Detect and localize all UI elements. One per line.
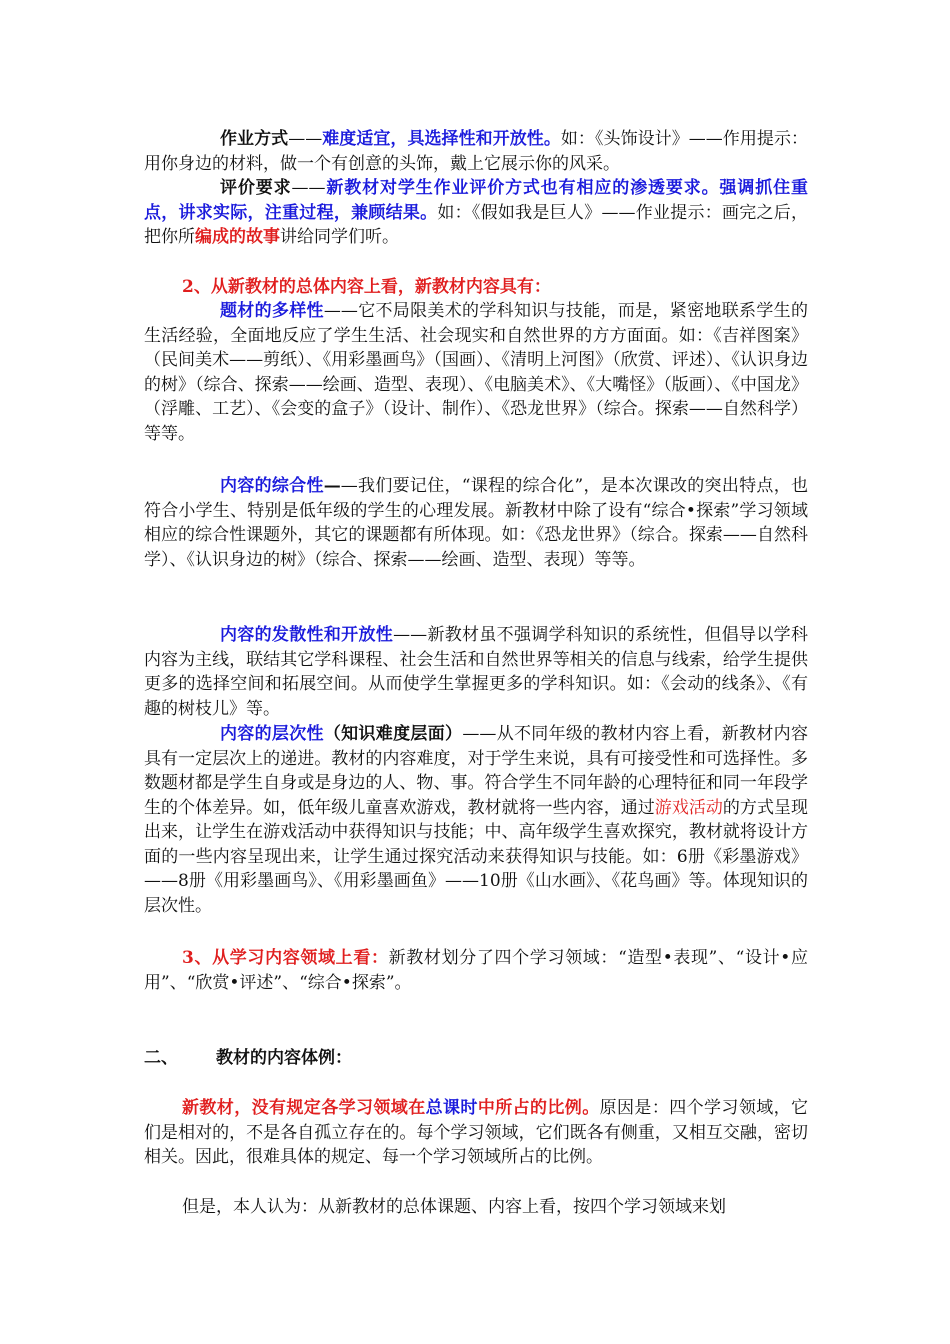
paragraph-openness [144,623,808,721]
dash: —— [288,129,323,149]
section-title: 教材的内容体例： [216,1048,352,1068]
label-levels-note: （知识难度层面） [323,724,463,744]
paragraph-diversity [144,299,808,446]
highlight-text: 游戏活动 [654,797,723,818]
paragraph-learning-domains [144,946,808,995]
emphasis-text: 中所占的比例。 [477,1098,600,1118]
section-heading [144,1046,808,1071]
emphasis-text: 难度适宜，具选择性和开放性。 [322,129,561,149]
label-comprehensive: 内容的综合性 [220,476,324,496]
label-learning-domains: 3、从学习内容领域上看： [182,948,389,968]
emphasis-text: 新教材对学生作业评价方式也有相应的渗透要求。强调抓住重点，讲求实际，注重过程，兼顾结果。 [144,178,808,223]
heading-2: 2、从新教材的总体内容上看，新教材内容具有： [182,277,551,297]
paragraph-proportion [144,1096,808,1170]
body-text: 的方式呈现出来，让学生在游戏活动中获得知识与技能；中、高年级学生喜欢探究，教材就将设计方面的一些内容呈现出来，让学生通过探究活动来获得知识与技能。如：6册《彩墨游戏》——8册《用彩墨画鸟》、《用彩墨画鱼》——10册《山水画》、《花鸟画》等。体现知识的层次性。 [144,797,809,916]
dash: — [323,476,341,496]
body-text: 原因是：四个学习领域，它们是相对的，不是各自孤立存在的。每个学习领域，它们既各有侧重，又相互交融，密切相关。因此，很难具体的规定、每一个学习领域所占的比例。 [144,1098,809,1167]
body-text: 讲给同学们听。 [280,227,399,247]
label-homework-method: 作业方式 [220,129,289,149]
body-text: 如：《头饰设计》——作用提示：用你身边的材料，做一个有创意的头饰，戴上它展示你的风采。 [144,129,808,174]
label-levels: 内容的层次性 [220,724,324,744]
body-text: 如：《假如我是巨人》——作业提示：画完之后，把你所 [144,202,809,247]
body-text: ——它不局限美术的学科知识与技能，而是，紧密地联系学生的生活经验，全面地反应了学生生活、社会现实和自然世界的方方面面。如：《吉祥图案》（民间美术——剪纸）、《用彩墨画鸟》（国画）、《清明上河图》（欣赏、评述）、《认识身边的树》（综合、探索——绘画、造型、表现）、《电脑美术》、《大嘴怪》（版画）、《中国龙》（浮雕、工艺）、《会变的盒子》（设计、制作）、《恐龙世界》（综合。探索——自然科学）等等。 [144,301,808,444]
highlight-text: 编成的故事 [195,227,280,247]
paragraph-evaluation [144,176,808,250]
body-text: 新教材划分了四个学习领域：“造型•表现”、“设计•应用”、“欣赏•评述”、“综合•探索”。 [144,948,808,993]
body-text: ——新教材虽不强调学科知识的系统性，但倡导以学科内容为主线，联结其它学科课程、社会生活和自然世界等相关的信息与线索，给学生提供更多的选择空间和拓展空间。从而使学生掌握更多的学科知识。如：《会动的线条》、《有趣的树枝儿》等。 [144,625,808,719]
paragraph-comprehensive [144,474,808,572]
emphasis-text: 新教材，没有规定各学习领域在 [182,1098,426,1118]
dash: —— [291,178,326,198]
paragraph-levels [144,722,808,918]
label-openness: 内容的发散性和开放性 [220,625,394,645]
emphasis-text-blue: 总课时 [425,1098,478,1118]
label-evaluation: 评价要求 [220,178,292,198]
paragraph-opinion: 但是，本人认为：从新教材的总体课题、内容上看，按四个学习领域来划 [182,1197,726,1217]
body-text: —我们要记住，“课程的综合化”，是本次课改的突出特点，也符合小学生、特别是低年级的学生的心理发展。新教材中除了设有“综合•探索”学习领域相应的综合性课题外，其它的课题都有所体现。如：《恐龙世界》（综合。探索——自然科学）、《认识身边的树》（综合、探索——绘画、造型、表现）等等。 [144,476,808,570]
body-text: ——从不同年级的教材内容上看，新教材内容具有一定层次上的递进。教材的内容难度，对于学生来说，具有可接受性和可选择性。多数题材都是学生自身或是身边的人、物、事。符合学生不同年龄的心理特征和同一年段学生的个体差异。如，低年级儿童喜欢游戏，教材就将一些内容，通过 [144,724,808,818]
section-number: 二、 [144,1048,178,1068]
label-diversity: 题材的多样性 [220,301,324,321]
paragraph-homework-method [144,127,808,176]
